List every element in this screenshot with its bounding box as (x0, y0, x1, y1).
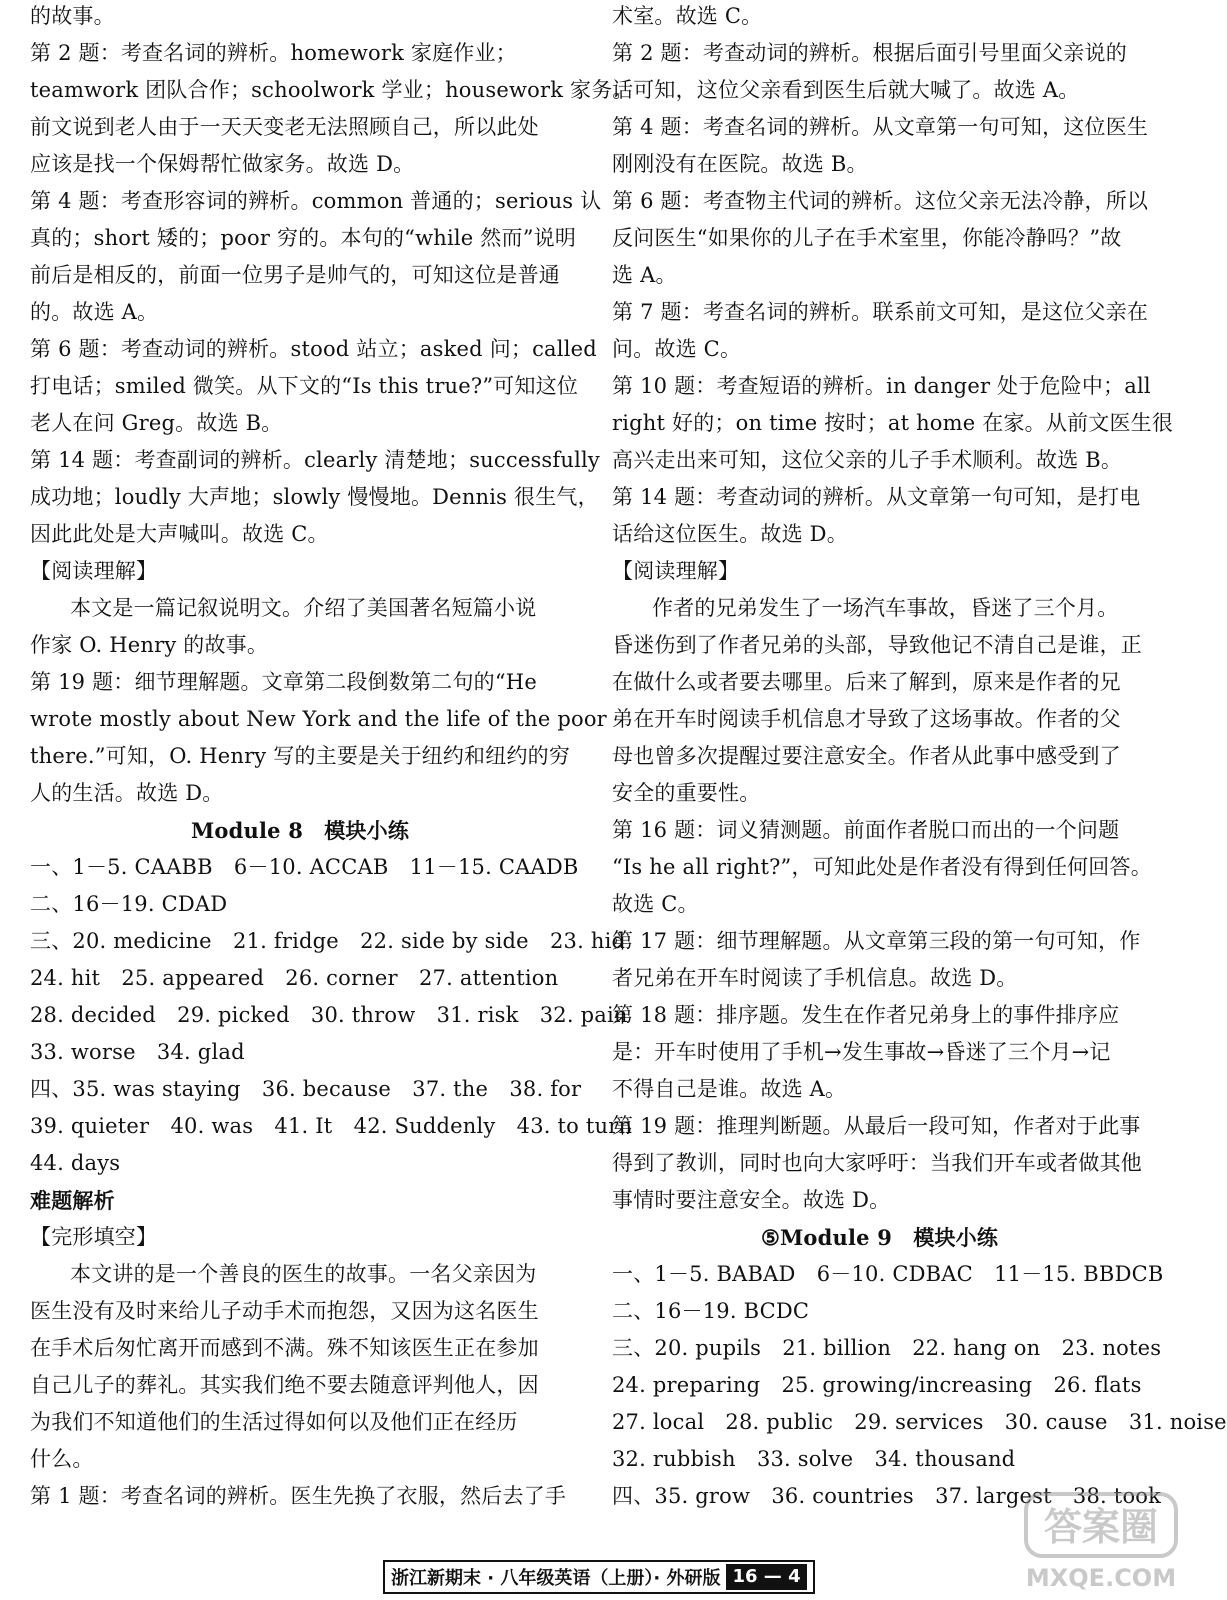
text-line: 32. rubbish 33. solve 34. thousand (612, 1447, 1016, 1471)
text-line: 老人在问 Greg。故选 B。 (30, 411, 283, 435)
text-line: 第 1 题：考查名词的辨析。医生先换了衣服，然后去了手 (30, 1484, 567, 1508)
right-column (612, 0, 1227, 1515)
text-line: 在手术后匆忙离开而感到不满。殊不知该医生正在参加 (30, 1336, 539, 1360)
watermark-subtext: MXQE.COM (1025, 1564, 1177, 1592)
text-line: 24. hit 25. appeared 26. corner 27. attention (30, 966, 559, 990)
text-line: 话给这位医生。故选 D。 (612, 522, 848, 546)
text-line: 应该是找一个保姆帮忙做家务。故选 D。 (30, 152, 415, 176)
text-line: 的。故选 A。 (30, 300, 159, 324)
text-line: 前后是相反的，前面一位男子是帅气的，可知这位是普通 (30, 263, 560, 287)
text-line: 第 16 题：词义猜测题。前面作者脱口而出的一个问题 (612, 818, 1120, 842)
text-line: 第 18 题：排序题。发生在作者兄弟身上的事件排序应 (612, 1003, 1120, 1027)
text-line: 人的生活。故选 D。 (30, 781, 224, 805)
text-line: 故选 C。 (612, 892, 699, 916)
text-line: 二、16－19. BCDC (612, 1299, 810, 1323)
text-line: 三、20. pupils 21. billion 22. hang on 23. notes (612, 1336, 1162, 1360)
text-line: 前文说到老人由于一天天变老无法照顾自己，所以此处 (30, 115, 539, 139)
text-line: 第 14 题：考查动词的辨析。从文章第一句可知，是打电 (612, 485, 1141, 509)
text-line: 本文是一篇记叙说明文。介绍了美国著名短篇小说 (70, 596, 537, 620)
text-line: 刚刚没有在医院。故选 B。 (612, 152, 868, 176)
text-line: Module 8 模块小练 (190, 818, 410, 843)
text-line: 的故事。 (30, 4, 115, 28)
text-line: 者兄弟在开车时阅读了手机信息。故选 D。 (612, 966, 1018, 990)
text-line: 第 2 题：考查动词的辨析。根据后面引号里面父亲说的 (612, 41, 1127, 65)
text-line: 是：开车时使用了手机→发生事故→昏迷了三个月→记 (612, 1040, 1111, 1064)
text-line: 第 17 题：细节理解题。从文章第三段的第一句可知，作 (612, 929, 1141, 953)
text-line: 【阅读理解】 (612, 559, 740, 583)
text-line: 得到了教训，同时也向大家呼吁：当我们开车或者做其他 (612, 1151, 1142, 1175)
text-line: 27. local 28. public 29. services 30. cause 31. noise (612, 1410, 1227, 1434)
text-line: 高兴走出来可知，这位父亲的儿子手术顺利。故选 B。 (612, 448, 1123, 472)
text-line: 四、35. was staying 36. because 37. the 38. for (30, 1077, 582, 1101)
text-line: 作者的兄弟发生了一场汽车事故，昏迷了三个月。 (652, 596, 1119, 620)
text-line: 28. decided 29. picked 30. throw 31. risk 32. pain (30, 1003, 628, 1027)
text-line: right 好的；on time 按时；at home 在家。从前文医生很 (612, 411, 1174, 435)
text-line: 术室。故选 C。 (612, 4, 763, 28)
text-line: 话可知，这位父亲看到医生后就大喊了。故选 A。 (612, 78, 1080, 102)
text-line: 反问医生“如果你的儿子在手术室里，你能冷静吗？”故 (612, 226, 1122, 250)
text-line: 在做什么或者要去哪里。后来了解到，原来是作者的兄 (612, 670, 1121, 694)
text-line: 不得自己是谁。故选 A。 (612, 1077, 847, 1101)
text-line: 真的；short 矮的；poor 穷的。本句的“while 然而”说明 (30, 226, 577, 250)
text-line: 昏迷伤到了作者兄弟的头部，导致他记不清自己是谁，正 (612, 633, 1142, 657)
text-line: 第 19 题：推理判断题。从最后一段可知，作者对于此事 (612, 1114, 1141, 1138)
text-line: 第 4 题：考查名词的辨析。从文章第一句可知，这位医生 (612, 115, 1149, 139)
watermark-text: 答案圈 (1043, 1505, 1159, 1549)
watermark-logo (1022, 1488, 1182, 1598)
text-line: 因此此处是大声喊叫。故选 C。 (30, 522, 329, 546)
text-line: 选 A。 (612, 263, 677, 287)
text-line: ⑤Module 9 模块小练 (760, 1225, 999, 1250)
text-line: 第 6 题：考查物主代词的辨析。这位父亲无法冷静，所以 (612, 189, 1149, 213)
text-line: 事情时要注意安全。故选 D。 (612, 1188, 891, 1212)
text-line: 44. days (30, 1151, 121, 1175)
text-line: teamwork 团队合作；schoolwork 学业；housework 家务。 (30, 78, 634, 102)
watermark-icon (1022, 1488, 1182, 1598)
text-line: 难题解析 (30, 1188, 115, 1213)
text-line: 一、1－5. BABAD 6－10. CDBAC 11－15. BBDCB (612, 1262, 1164, 1286)
text-line: 成功地；loudly 大声地；slowly 慢慢地。Dennis 很生气， (30, 485, 599, 509)
text-line: 什么。 (30, 1447, 94, 1471)
text-line: 第 10 题：考查短语的辨析。in danger 处于危险中；all (612, 374, 1151, 398)
text-line: 【完形填空】 (30, 1225, 158, 1249)
text-line: 第 19 题：细节理解题。文章第二段倒数第二句的“He (30, 670, 537, 694)
text-line: 24. preparing 25. growing/increasing 26. flats (612, 1373, 1142, 1397)
text-line: 第 4 题：考查形容词的辨析。common 普通的；serious 认 (30, 189, 602, 213)
text-line: 第 14 题：考查副词的辨析。clearly 清楚地；successfully (30, 448, 600, 472)
text-line: 弟在开车时阅读手机信息才导致了这场事故。作者的父 (612, 707, 1121, 731)
text-line: 问。故选 C。 (612, 337, 742, 361)
text-line: 作家 O. Henry 的故事。 (30, 633, 269, 657)
left-column (30, 0, 634, 1515)
footer-page-number: 16 — 4 (726, 1564, 806, 1590)
text-line: 医生没有及时来给儿子动手术而抱怨，又因为这名医生 (30, 1299, 539, 1323)
text-line: 自己儿子的葬礼。其实我们绝不要去随意评判他人，因 (30, 1373, 539, 1397)
text-line: 33. worse 34. glad (30, 1040, 245, 1064)
text-line: “Is he all right?”，可知此处是作者没有得到任何回答。 (612, 855, 1152, 879)
text-line: 39. quieter 40. was 41. It 42. Suddenly 43. to turn (30, 1114, 633, 1138)
text-line: 四、35. grow 36. countries 37. largest 38. took (612, 1484, 1162, 1508)
text-line: 三、20. medicine 21. fridge 22. side by side 23. hid (30, 929, 626, 953)
text-line: 母也曾多次提醒过要注意安全。作者从此事中感受到了 (612, 744, 1121, 768)
text-line: 【阅读理解】 (30, 559, 158, 583)
text-line: 为我们不知道他们的生活过得如何以及他们正在经历 (30, 1410, 518, 1434)
text-line: 第 2 题：考查名词的辨析。homework 家庭作业； (30, 41, 517, 65)
text-line: 本文讲的是一个善良的医生的故事。一名父亲因为 (70, 1262, 537, 1286)
text-line: there.”可知，O. Henry 写的主要是关于纽约和纽约的穷 (30, 744, 571, 768)
text-line: 打电话；smiled 微笑。从下文的“Is this true?”可知这位 (30, 374, 579, 398)
page-footer (383, 1560, 815, 1594)
text-line: wrote mostly about New York and the life of the poor (30, 707, 607, 731)
text-line: 一、1－5. CAABB 6－10. ACCAB 11－15. CAADB (30, 855, 579, 879)
text-line: 二、16－19. CDAD (30, 892, 228, 916)
text-line: 第 7 题：考查名词的辨析。联系前文可知，是这位父亲在 (612, 300, 1149, 324)
text-line: 第 6 题：考查动词的辨析。stood 站立；asked 问；called (30, 337, 597, 361)
text-line: 安全的重要性。 (612, 781, 761, 805)
footer-title: 浙江新期末 · 八年级英语（上册）· 外研版 (391, 1568, 721, 1589)
